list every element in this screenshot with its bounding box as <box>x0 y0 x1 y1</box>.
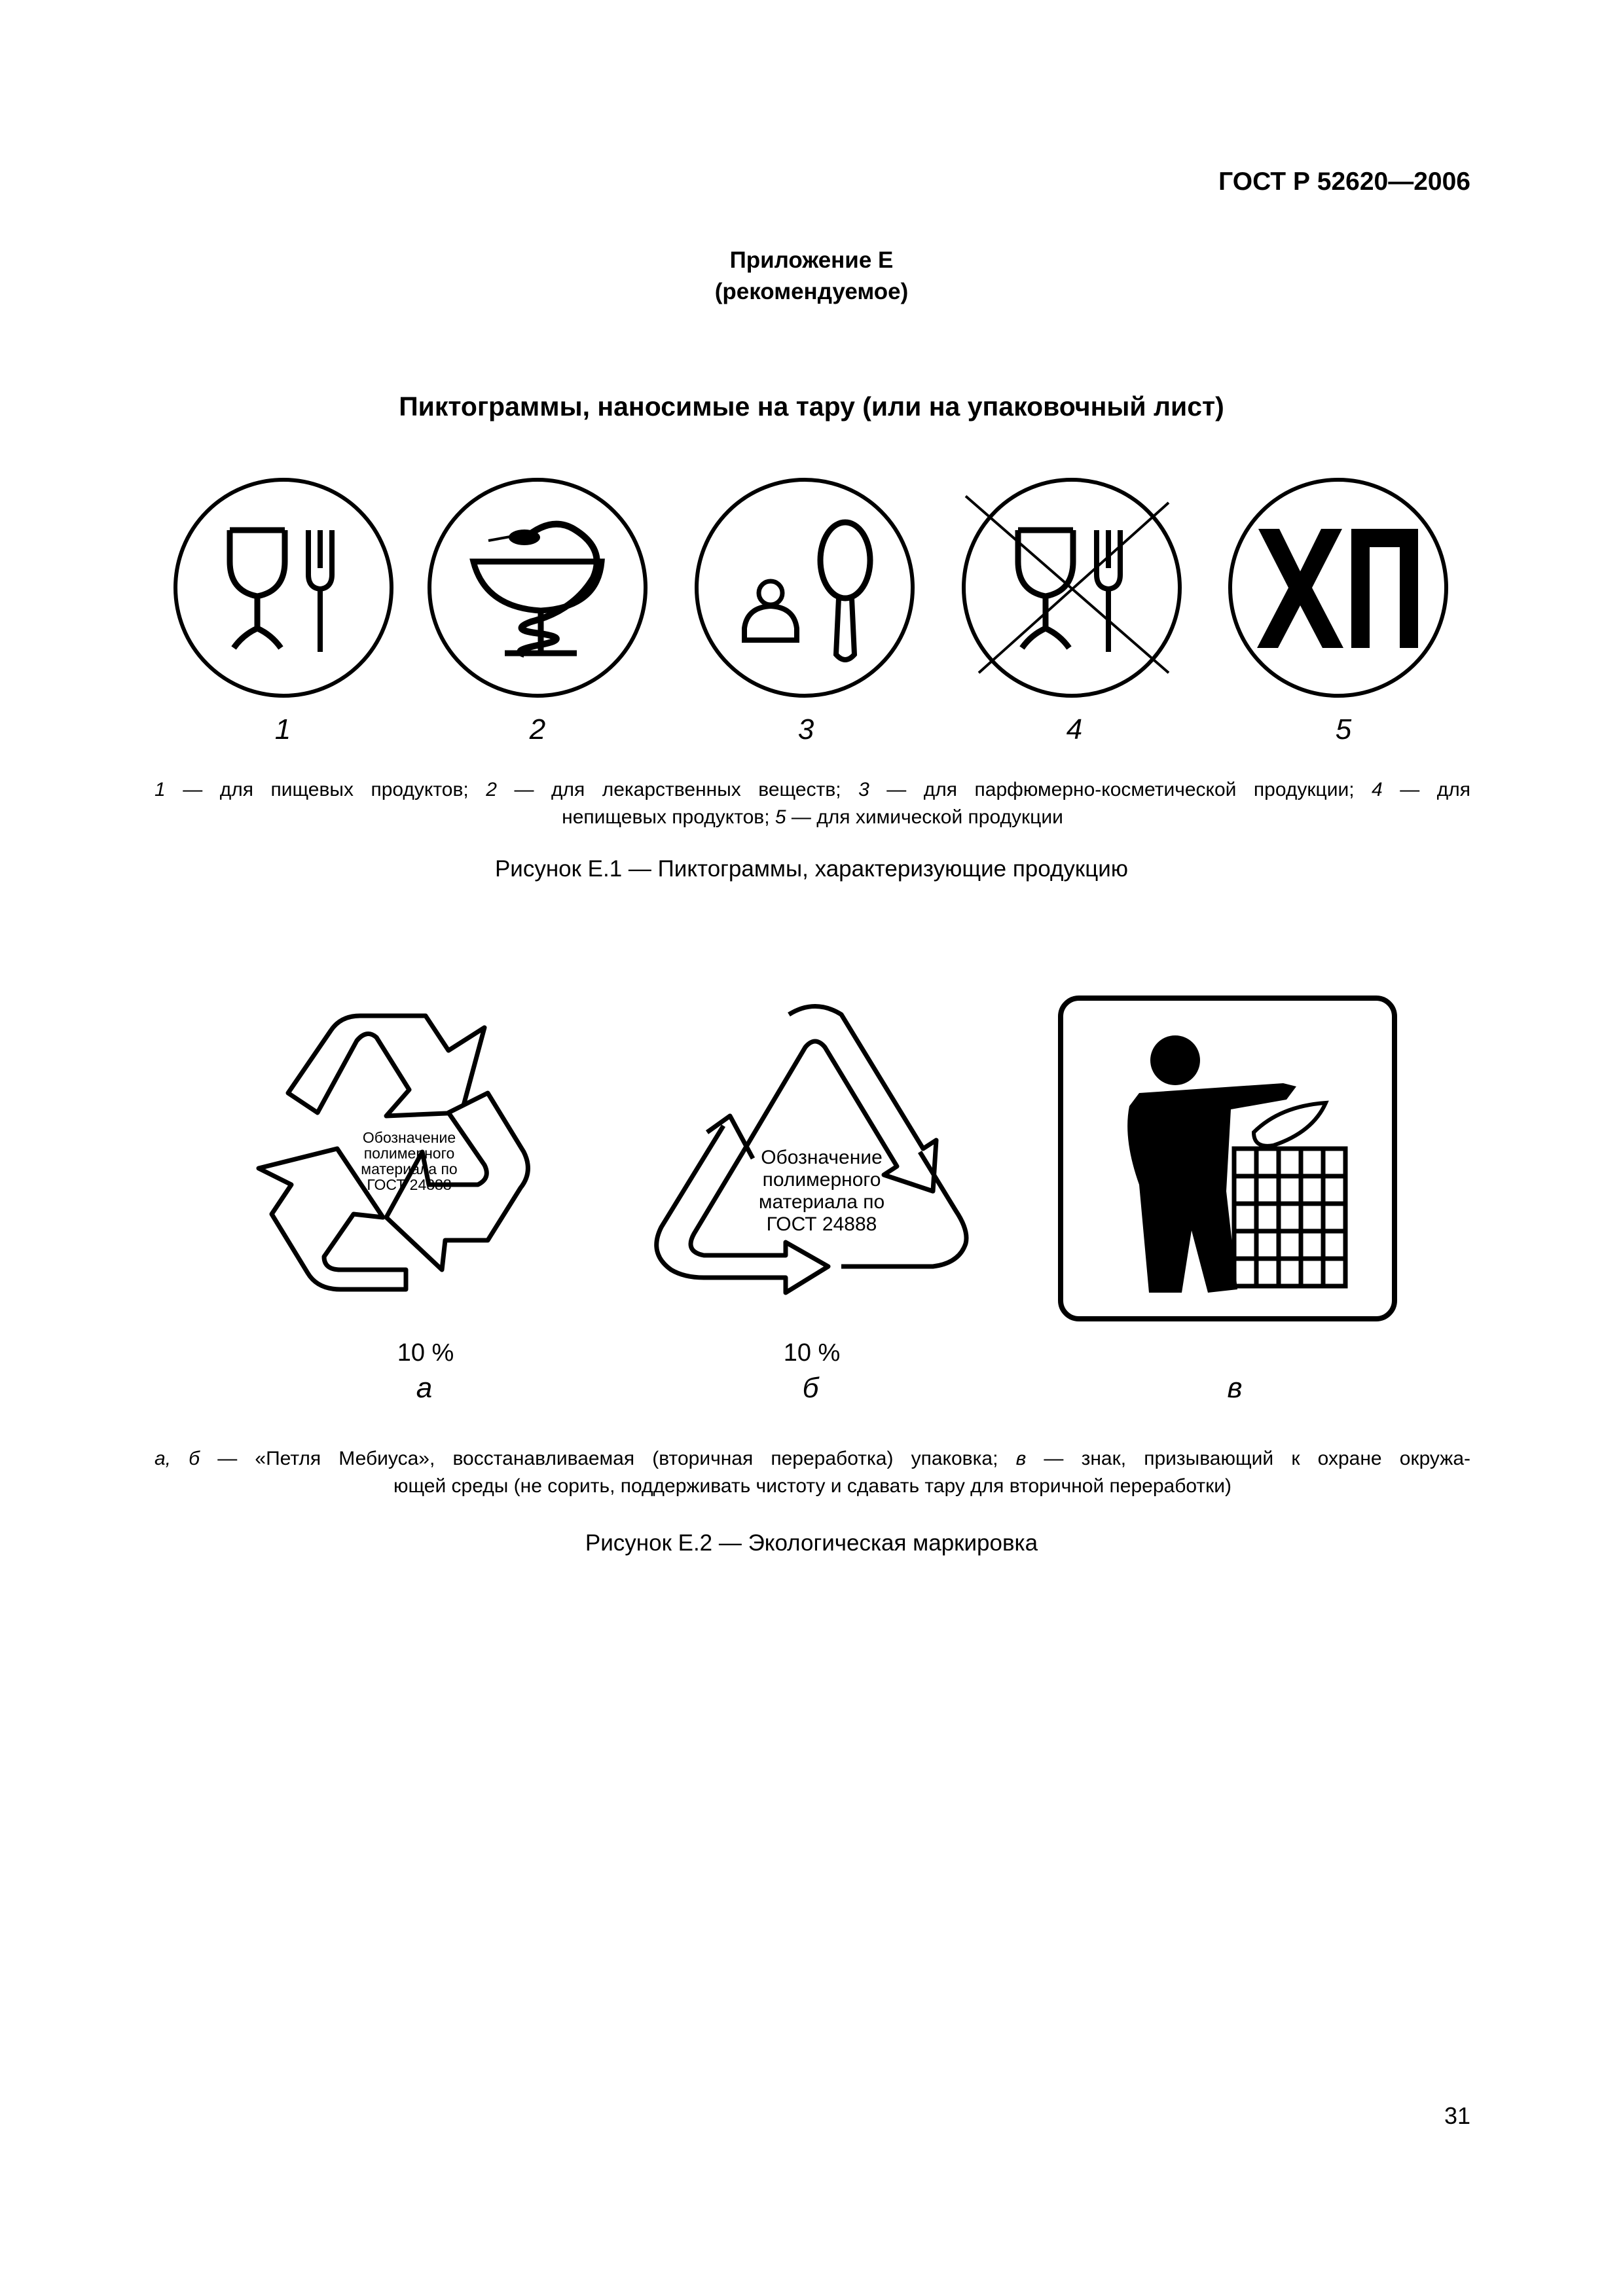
symbol-letter-v: в <box>1227 1372 1243 1404</box>
figure1-caption: Рисунок Е.1 — Пиктограммы, характеризующие продукцию <box>494 856 1129 882</box>
center-line: материала по <box>758 1191 885 1213</box>
legend-text: ющей среды (не сорить, поддерживать чистоту и сдавать тару для вторичной переработки) <box>393 1475 1232 1497</box>
tidy-man-icon <box>1057 995 1398 1322</box>
page-number: 31 <box>1444 2102 1470 2129</box>
pictogram-number-3: 3 <box>797 713 814 745</box>
legend-text: — знак, призывающий к охране окружа- <box>1026 1448 1470 1469</box>
legend-num: а, б <box>155 1448 200 1469</box>
recycle-center-label <box>344 1130 475 1193</box>
legend-text: — «Петля Мебиуса», восстанавливаемая (вторичная переработка) упаковка; <box>200 1448 1016 1469</box>
legend-text: непищевых продуктов; <box>562 806 775 828</box>
center-line: Обозначение <box>761 1147 883 1168</box>
legend-num: 2 <box>486 779 497 800</box>
annex-title: Приложение Е <box>729 247 894 273</box>
percent-label-b: 10 % <box>783 1339 841 1367</box>
annex-status: (рекомендуемое) <box>714 279 909 304</box>
legend-num: 5 <box>775 806 786 828</box>
percent-label-a: 10 % <box>397 1339 454 1367</box>
pictogram-number-4: 4 <box>1066 713 1083 745</box>
triangle-center-label <box>737 1147 907 1236</box>
legend-text: — для <box>1382 779 1470 800</box>
center-line: ГОСТ 24888 <box>367 1176 452 1193</box>
pictogram-number-2: 2 <box>529 713 546 745</box>
legend-num: 3 <box>858 779 869 800</box>
symbol-letter-b: б <box>802 1372 819 1404</box>
legend-text: — для пищевых продуктов; <box>165 779 486 800</box>
glass-fork-icon <box>172 476 395 699</box>
center-line: полимерного <box>762 1169 881 1191</box>
xp-letters-icon <box>1227 476 1450 699</box>
annex-heading <box>0 245 1623 308</box>
figure1-legend <box>155 776 1470 831</box>
legend-text: — для химической продукции <box>786 806 1063 828</box>
center-line: материала по <box>361 1160 458 1177</box>
pictogram-number-1: 1 <box>274 713 291 745</box>
legend-num: в <box>1015 1448 1027 1469</box>
symbol-letter-a: а <box>416 1372 433 1404</box>
crossed-glass-fork-icon <box>960 476 1183 699</box>
pictogram-number-5: 5 <box>1335 713 1352 745</box>
legend-text: — для парфюмерно-косметической продукции; <box>869 779 1372 800</box>
center-line: полимерного <box>363 1145 455 1162</box>
legend-text: — для лекарственных веществ; <box>496 779 859 800</box>
perfume-mirror-icon <box>693 476 916 699</box>
snake-bowl-icon <box>426 476 649 699</box>
center-line: ГОСТ 24888 <box>766 1213 877 1235</box>
section-title: Пиктограммы, наносимые на тару (или на упаковочный лист) <box>399 391 1224 422</box>
legend-num: 1 <box>155 779 166 800</box>
legend-num: 4 <box>1372 779 1383 800</box>
figure2-legend <box>155 1445 1470 1500</box>
document-id: ГОСТ Р 52620—2006 <box>1218 168 1470 196</box>
center-line: Обозначение <box>362 1129 456 1146</box>
figure2-caption: Рисунок Е.2 — Экологическая маркировка <box>585 1530 1038 1556</box>
